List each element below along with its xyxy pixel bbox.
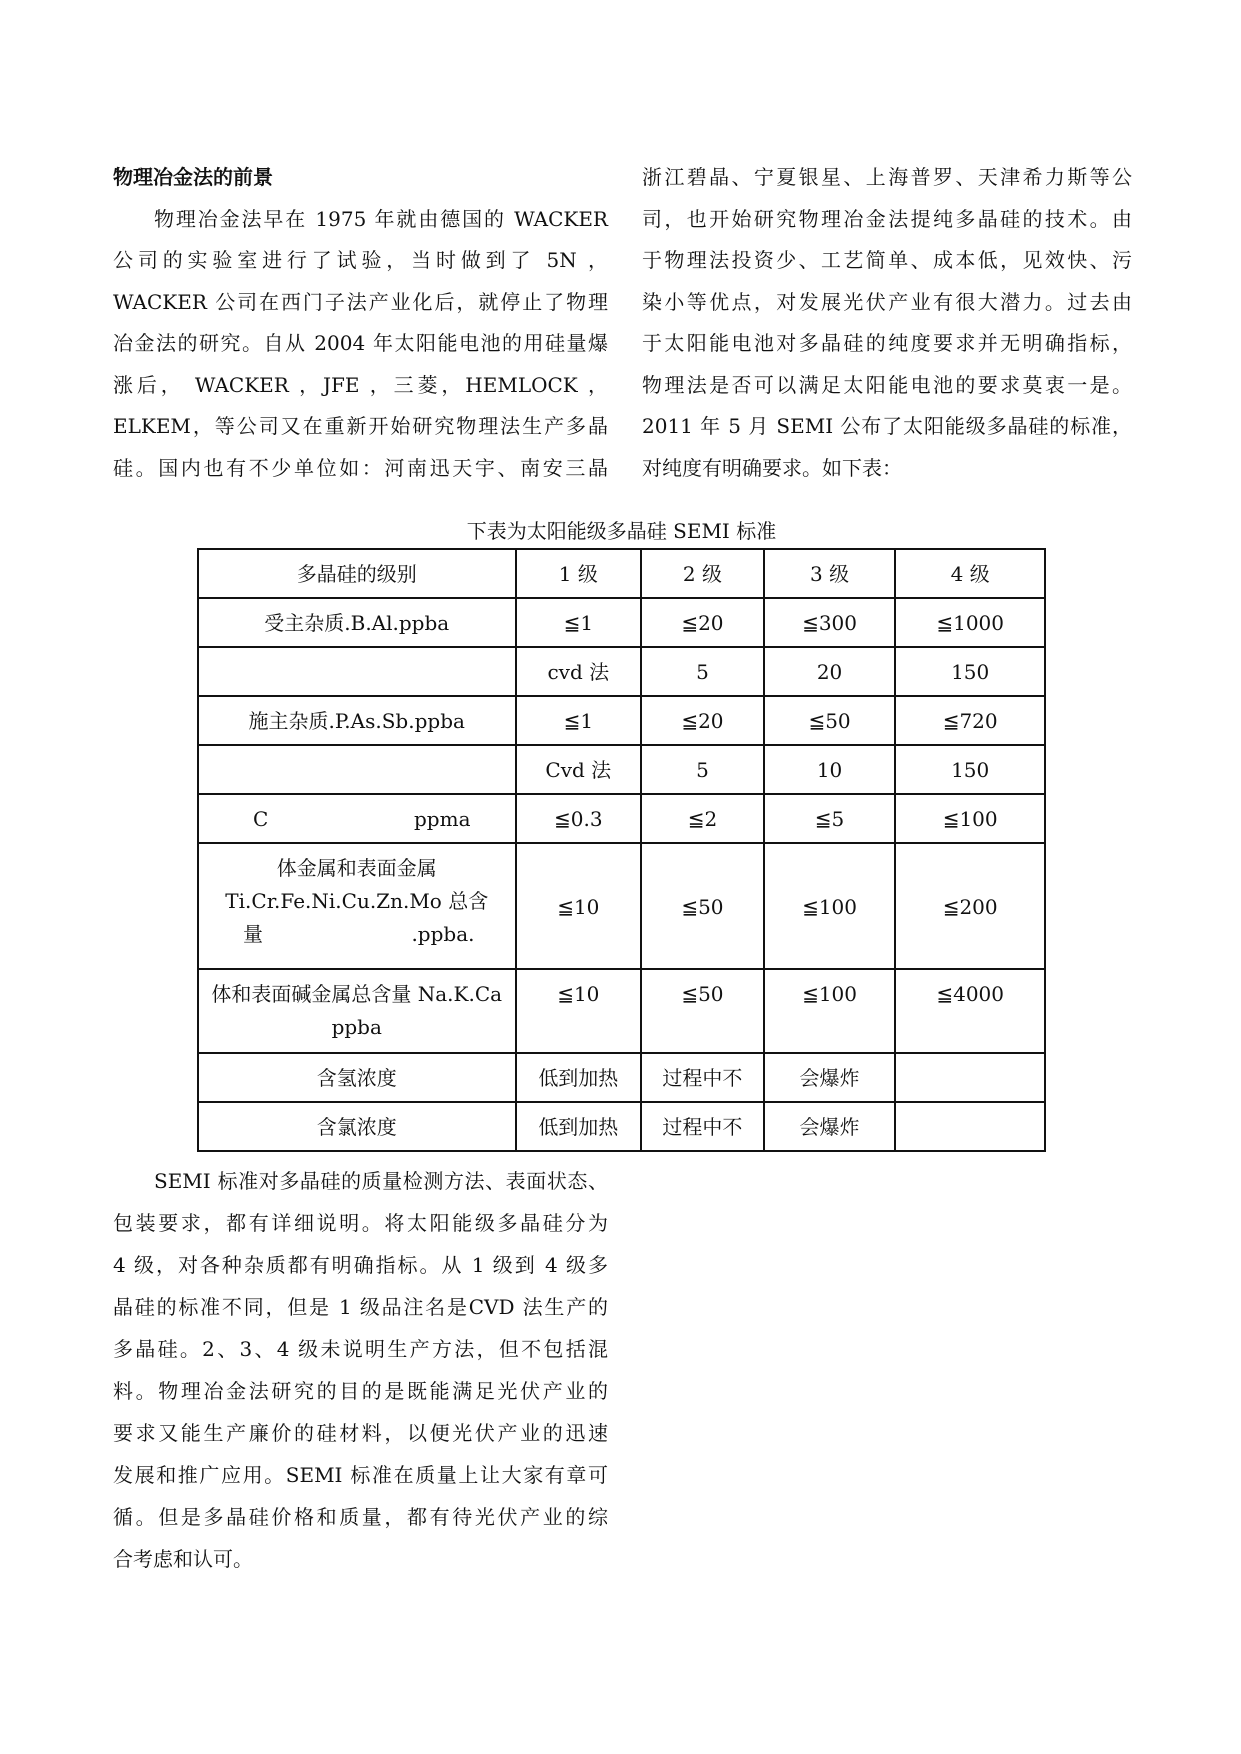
table-cell: cvd 法 <box>516 647 642 696</box>
conclusion-line-3: 4 级，对各种杂质都有明确指标。从 1 级到 4 级多 <box>113 1253 608 1277</box>
conclusion-line-9: 循。但是多晶硅价格和质量，都有待光伏产业的综 <box>113 1505 608 1529</box>
table-cell: 会爆炸 <box>764 1102 896 1151</box>
table-cell: ≦200 <box>895 843 1045 969</box>
right-line-2: 司，也开始研究物理冶金法提纯多晶硅的技术。由 <box>642 206 1132 231</box>
conclusion-paragraph <box>113 1160 608 1580</box>
left-line-1: 物理冶金法早在 1975 年就由德国的 WACKER <box>154 206 608 231</box>
table-cell: 20 <box>764 647 896 696</box>
table-cell: ≦0.3 <box>516 794 642 843</box>
row-label <box>198 745 516 794</box>
table-cell: 150 <box>895 745 1045 794</box>
row-label <box>198 969 516 1053</box>
table-row <box>198 1053 1045 1102</box>
right-line-7: 2011 年 5 月 SEMI 公布了太阳能级多晶硅的标准， <box>642 414 1132 438</box>
table-header-row <box>198 549 1045 598</box>
header-cell-2: 2 级 <box>641 549 764 598</box>
table-cell: ≦100 <box>764 843 896 969</box>
table-cell: ≦5 <box>764 794 896 843</box>
header-cell-4: 4 级 <box>895 549 1045 598</box>
right-line-1: 浙江碧晶、宁夏银星、上海普罗、天津希力斯等公 <box>642 165 1132 189</box>
conclusion-line-4: 晶硅的标准不同，但是 1 级品注名是CVD 法生产的 <box>113 1295 608 1319</box>
table-cell: ≦50 <box>641 843 764 969</box>
conclusion-line-7: 要求又能生产廉价的硅材料，以便光伏产业的迅速 <box>113 1421 608 1445</box>
right-line-3: 于物理法投资少、工艺简单、成本低，见效快、污 <box>642 248 1132 272</box>
table-cell: 过程中不 <box>641 1053 764 1102</box>
left-line-2: 公司的实验室进行了试验，当时做到了 5N ， <box>113 248 608 272</box>
right-line-4: 染小等优点，对发展光伏产业有很大潜力。过去由 <box>642 289 1132 314</box>
row-label <box>198 843 516 969</box>
metal-label-line-2: Ti.Cr.Fe.Ni.Cu.Zn.Mo 总含 <box>225 889 489 913</box>
row-label: 受主杂质.B.Al.ppba <box>198 598 516 647</box>
table-caption: 下表为太阳能级多晶硅 SEMI 标准 <box>466 519 777 543</box>
table-cell: 会爆炸 <box>764 1053 896 1102</box>
row-label <box>198 647 516 696</box>
table-cell: 150 <box>895 647 1045 696</box>
table-row <box>198 794 1045 843</box>
conclusion-line-2: 包装要求，都有详细说明。将太阳能级多晶硅分为 <box>113 1211 608 1235</box>
left-line-3: WACKER 公司在西门子法产业化后，就停止了物理 <box>113 289 608 314</box>
table-cell: ≦100 <box>895 794 1045 843</box>
table-cell: ≦4000 <box>895 969 1045 1053</box>
table-cell: ≦20 <box>641 696 764 745</box>
table-row <box>198 843 1045 969</box>
section-heading: 物理冶金法的前景 <box>113 165 273 189</box>
table-cell: ≦10 <box>516 969 642 1053</box>
right-line-6: 物理法是否可以满足太阳能电池的要求莫衷一是。 <box>642 372 1132 397</box>
header-cell-grade: 多晶硅的级别 <box>198 549 516 598</box>
table-cell <box>895 1053 1045 1102</box>
table-cell: ≦100 <box>764 969 896 1053</box>
table-row <box>198 598 1045 647</box>
table-cell: 10 <box>764 745 896 794</box>
alkali-label-line-1: 体和表面碱金属总含量 Na.K.Ca <box>211 982 503 1006</box>
right-line-5: 于太阳能电池对多晶硅的纯度要求并无明确指标， <box>642 331 1132 355</box>
table-cell: 低到加热 <box>516 1102 642 1151</box>
table-cell: ≦2 <box>641 794 764 843</box>
row-label <box>198 794 516 843</box>
conclusion-line-10: 合考虑和认可。 <box>113 1547 253 1571</box>
table-cell: ≦50 <box>764 696 896 745</box>
left-line-4: 冶金法的研究。自从 2004 年太阳能电池的用硅量爆 <box>113 331 608 355</box>
table-cell: ≦1 <box>516 598 642 647</box>
table-cell: 5 <box>641 745 764 794</box>
metal-label-line-3: 量 <box>243 922 263 946</box>
table-cell: 低到加热 <box>516 1053 642 1102</box>
table-cell: ≦1 <box>516 696 642 745</box>
row-label: 含氯浓度 <box>198 1102 516 1151</box>
table-cell: ≦300 <box>764 598 896 647</box>
table-cell: ≦10 <box>516 843 642 969</box>
table-cell: ≦1000 <box>895 598 1045 647</box>
left-column <box>113 157 608 489</box>
row-label: 含氢浓度 <box>198 1053 516 1102</box>
carbon-label: C <box>253 807 269 831</box>
table-cell: ≦720 <box>895 696 1045 745</box>
table-cell: 过程中不 <box>641 1102 764 1151</box>
metal-label-unit: .ppba. <box>411 922 475 946</box>
table-cell: ≦20 <box>641 598 764 647</box>
conclusion-line-6: 料。物理冶金法研究的目的是既能满足光伏产业的 <box>113 1379 608 1403</box>
table-row <box>198 647 1045 696</box>
table-cell <box>895 1102 1045 1151</box>
header-cell-3: 3 级 <box>764 549 896 598</box>
table-row <box>198 745 1045 794</box>
header-cell-1: 1 级 <box>516 549 642 598</box>
left-line-6: ELKEM，等公司又在重新开始研究物理法生产多晶 <box>113 414 608 438</box>
table-cell: 5 <box>641 647 764 696</box>
table-row <box>198 696 1045 745</box>
left-line-7: 硅。国内也有不少单位如：河南迅天宇、南安三晶 <box>113 455 608 480</box>
conclusion-line-8: 发展和推广应用。SEMI 标准在质量上让大家有章可 <box>113 1463 608 1487</box>
table-cell: ≦50 <box>641 969 764 1053</box>
alkali-label-line-2: ppba <box>331 1015 382 1039</box>
right-line-8: 对纯度有明确要求。如下表： <box>642 455 902 480</box>
semi-standard-table <box>197 548 1046 1152</box>
conclusion-line-1: SEMI 标准对多晶硅的质量检测方法、表面状态、 <box>154 1169 608 1193</box>
carbon-unit: ppma <box>414 807 471 831</box>
row-label: 施主杂质.P.As.Sb.ppba <box>198 696 516 745</box>
right-column <box>642 157 1132 489</box>
conclusion-line-5: 多晶硅。2、3、4 级未说明生产方法，但不包括混 <box>113 1337 608 1361</box>
table-cell: Cvd 法 <box>516 745 642 794</box>
metal-label-line-1: 体金属和表面金属 <box>276 856 437 880</box>
table-row <box>198 1102 1045 1151</box>
left-line-5: 涨后， WACKER ，JFE ，三菱，HEMLOCK ， <box>113 372 608 397</box>
table-row <box>198 969 1045 1053</box>
